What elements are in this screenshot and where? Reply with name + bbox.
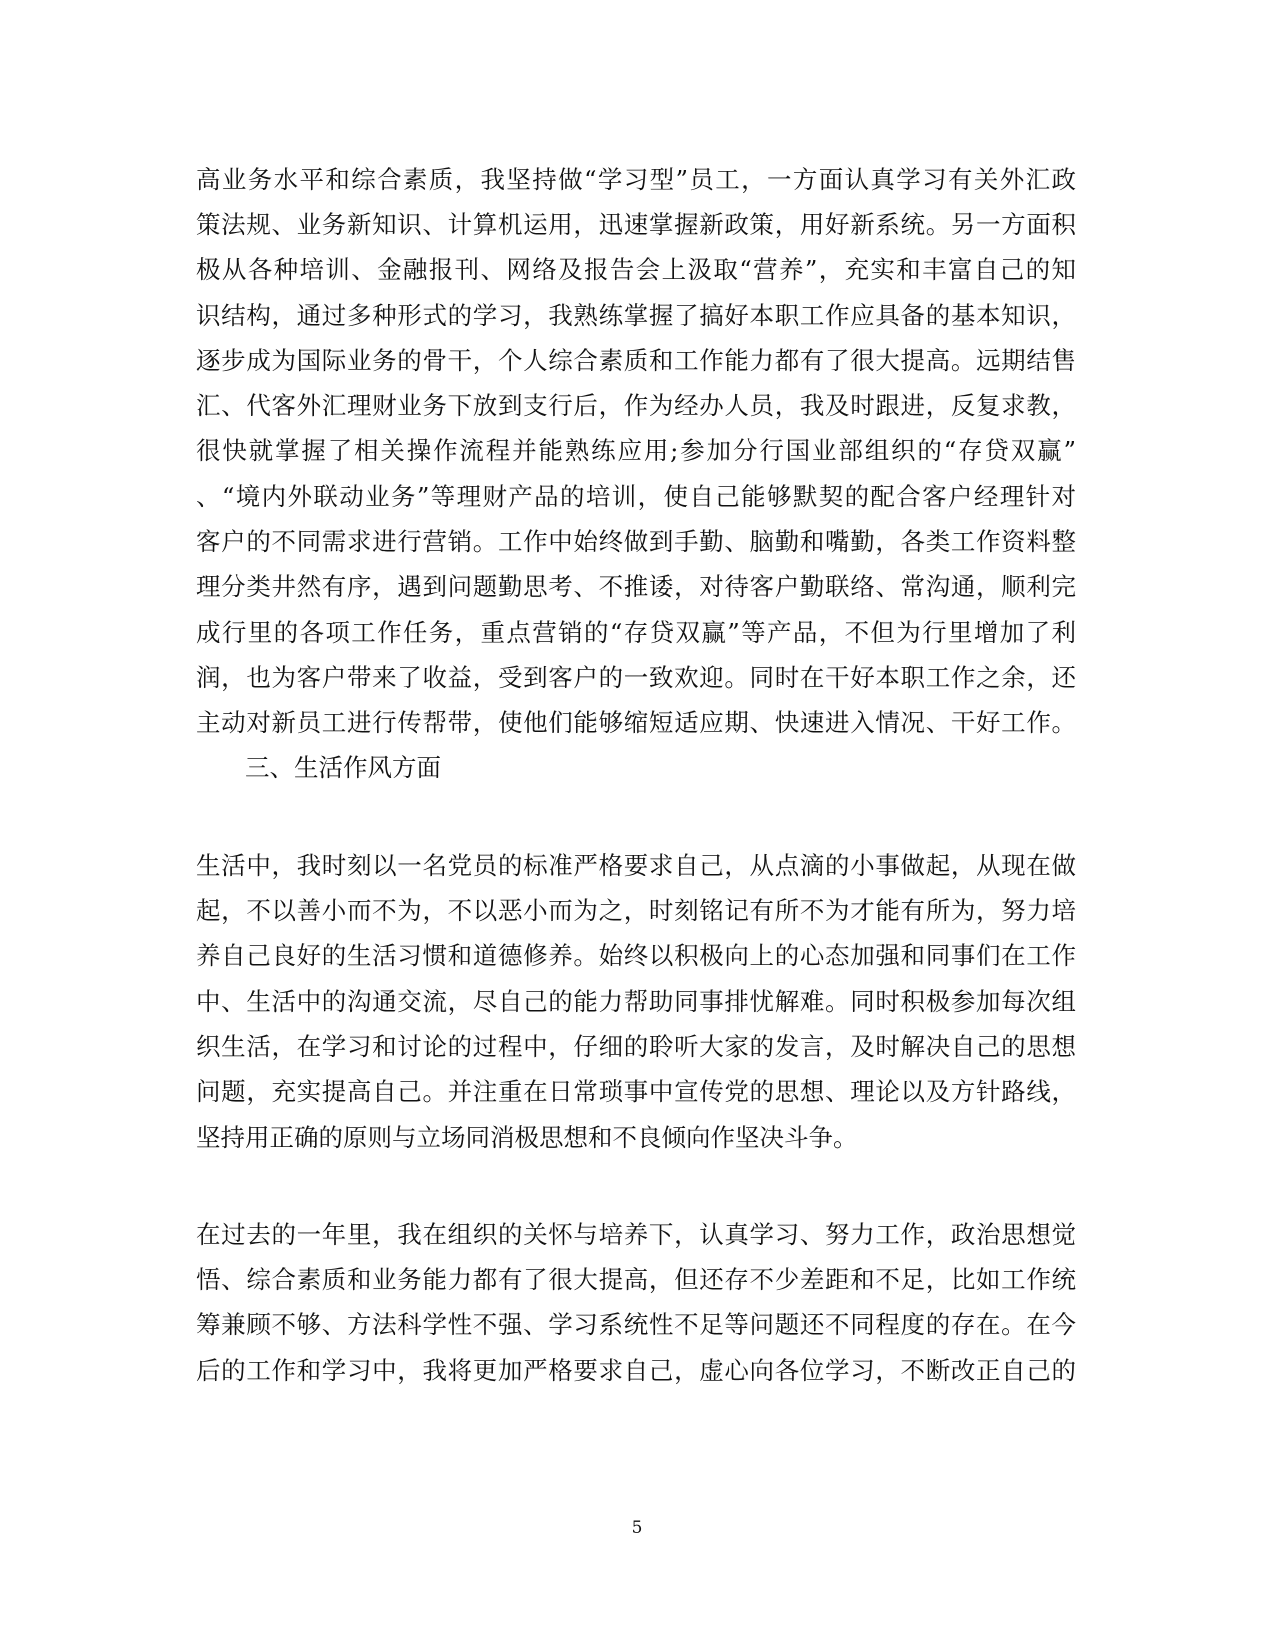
text-line: 中、生活中的沟通交流，尽自己的能力帮助同事排忧解难。同时积极参加每次组 — [196, 987, 1076, 1016]
text-line: 织生活，在学习和讨论的过程中，仔细的聆听大家的发言，及时解决自己的思想 — [196, 1032, 1076, 1061]
text-line: 问题，充实提高自己。并注重在日常琐事中宣传党的思想、理论以及方针路线， — [196, 1077, 1076, 1106]
text-line: 客户的不同需求进行营销。工作中始终做到手勤、脑勤和嘴勤，各类工作资料整 — [196, 527, 1076, 556]
text-line: 后的工作和学习中，我将更加严格要求自己，虚心向各位学习，不断改正自己的 — [196, 1356, 1076, 1385]
text-line: 在过去的一年里，我在组织的关怀与培养下，认真学习、努力工作，政治思想觉 — [196, 1220, 1076, 1249]
text-line: 筹兼顾不够、方法科学性不强、学习系统性不足等问题还不同程度的存在。在今 — [196, 1310, 1076, 1339]
text-line: 理分类井然有序，遇到问题勤思考、不推诿，对待客户勤联络、常沟通，顺利完 — [196, 572, 1076, 601]
text-line: 成行里的各项工作任务，重点营销的“存贷双赢”等产品，不但为行里增加了利 — [196, 618, 1076, 647]
text-line: 润，也为客户带来了收益，受到客户的一致欢迎。同时在干好本职工作之余，还 — [196, 663, 1076, 692]
text-line: 起，不以善小而不为，不以恶小而为之，时刻铭记有所不为才能有所为，努力培 — [196, 896, 1076, 925]
text-line: 生活中，我时刻以一名党员的标准严格要求自己，从点滴的小事做起，从现在做 — [196, 851, 1076, 880]
page-number: 5 — [631, 1518, 643, 1538]
text-line: 汇、代客外汇理财业务下放到支行后，作为经办人员，我及时跟进，反复求教， — [196, 391, 1076, 420]
section-heading: 三、生活作风方面 — [245, 753, 441, 782]
text-line: 策法规、业务新知识、计算机运用，迅速掌握新政策，用好新系统。另一方面积 — [196, 210, 1076, 239]
text-line: 主动对新员工进行传帮带，使他们能够缩短适应期、快速进入情况、干好工作。 — [196, 708, 1076, 737]
text-line: 很快就掌握了相关操作流程并能熟练应用;参加分行国业部组织的“存贷双赢” — [196, 436, 1076, 465]
text-line: 悟、综合素质和业务能力都有了很大提高，但还存不少差距和不足，比如工作统 — [196, 1265, 1076, 1294]
text-line: 、“境内外联动业务”等理财产品的培训，使自己能够默契的配合客户经理针对 — [196, 482, 1076, 511]
text-line: 逐步成为国际业务的骨干，个人综合素质和工作能力都有了很大提高。远期结售 — [196, 346, 1076, 375]
text-line: 养自己良好的生活习惯和道德修养。始终以积极向上的心态加强和同事们在工作 — [196, 941, 1076, 970]
text-line: 坚持用正确的原则与立场同消极思想和不良倾向作坚决斗争。 — [196, 1123, 858, 1152]
text-line: 高业务水平和综合素质，我坚持做“学习型”员工，一方面认真学习有关外汇政 — [196, 165, 1076, 194]
text-line: 极从各种培训、金融报刊、网络及报告会上汲取“营养”，充实和丰富自己的知 — [196, 255, 1076, 284]
text-line: 识结构，通过多种形式的学习，我熟练掌握了搞好本职工作应具备的基本知识， — [196, 301, 1076, 330]
